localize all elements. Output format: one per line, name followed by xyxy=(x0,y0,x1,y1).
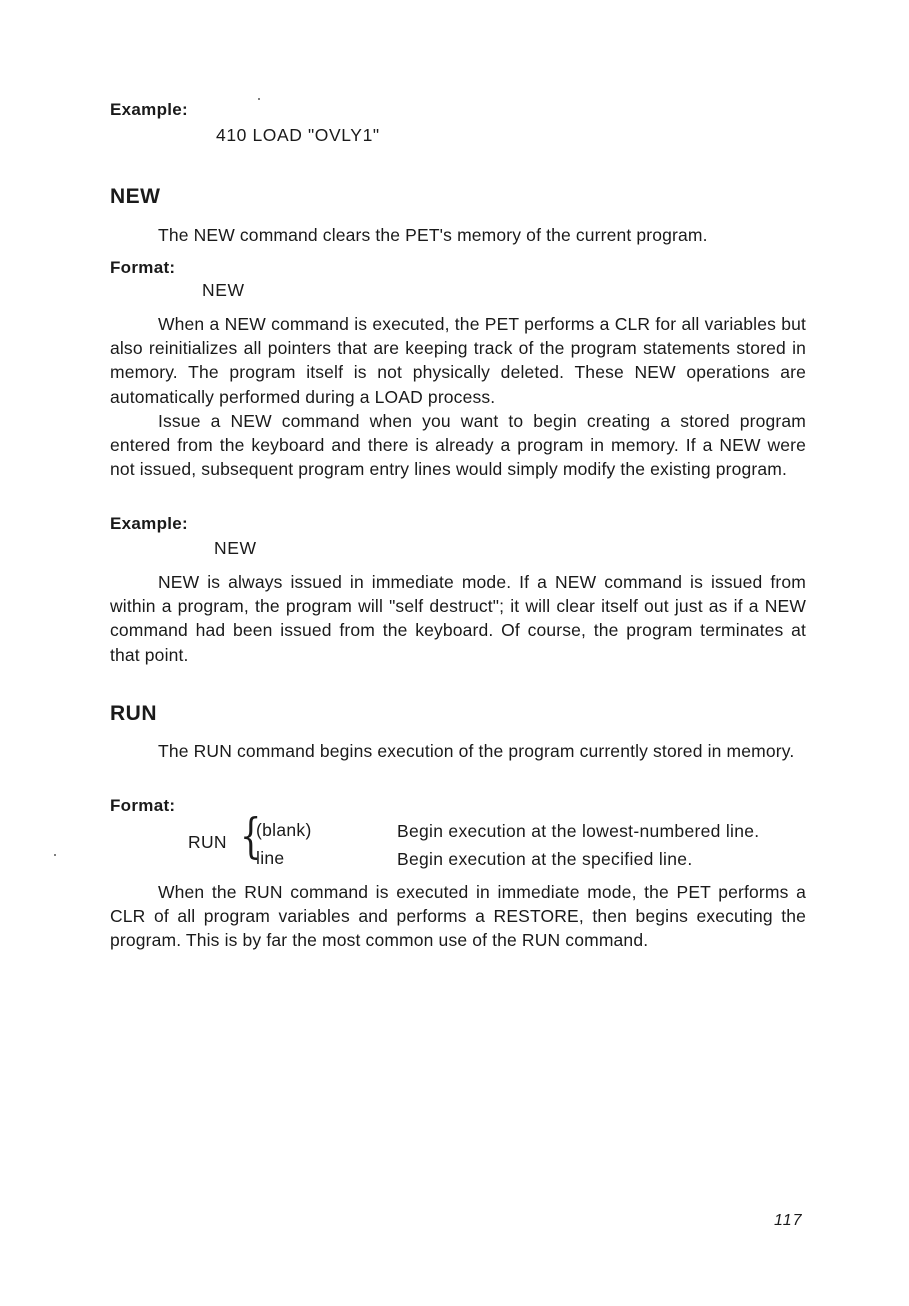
new-para3-text: NEW is always issued in immediate mode. If a NEW command is issued from within a program, the program will "self destruct"; it will clear itself out just as if a NEW command had been issued from the keyboard. Of course, the program terminates at that point. xyxy=(110,572,806,665)
run-option-arg-2: line xyxy=(256,848,285,868)
new-para2-text: Issue a NEW command when you want to begin creating a stored program entered from the keyboard and there is already a program in memory. If a NEW were not issued, subsequent program entry lines would simply modify the existing program. xyxy=(110,411,806,480)
new-para1-text: When a NEW command is executed, the PET performs a CLR for all variables but also reinitializes all pointers that are keeping track of the program statements stored in memory. The program itself is not physically deleted. These NEW operations are automatically performed during a LOAD process. xyxy=(110,314,806,407)
speck-mark xyxy=(258,98,260,100)
run-heading: RUN xyxy=(110,702,157,725)
run-intro-text: The RUN command begins execution of the program currently stored in memory. xyxy=(158,741,795,761)
document-page xyxy=(110,0,806,1306)
new-paragraph-3 xyxy=(110,570,806,667)
new-format-code: NEW xyxy=(202,280,245,300)
run-format-keyword: RUN xyxy=(188,832,227,852)
new-paragraph-2 xyxy=(110,409,806,482)
new-paragraph-1 xyxy=(110,312,806,409)
new-heading: NEW xyxy=(110,185,161,208)
run-format-label: Format: xyxy=(110,796,176,815)
load-example-label: Example: xyxy=(110,100,188,119)
curly-brace: { xyxy=(240,808,262,864)
page-number: 117 xyxy=(774,1212,803,1229)
speck-mark xyxy=(54,854,56,856)
run-option-arg-1: (blank) xyxy=(256,820,312,840)
run-option-desc-1: Begin execution at the lowest-numbered line. xyxy=(397,821,760,841)
run-para1-text: When the RUN command is executed in immediate mode, the PET performs a CLR of all program variables and performs a RESTORE, then begins executing the program. This is by far the most common use of the RUN command. xyxy=(110,882,806,951)
new-example-label: Example: xyxy=(110,514,188,533)
new-format-label: Format: xyxy=(110,258,176,277)
run-paragraph-1 xyxy=(110,880,806,953)
new-intro-text: The NEW command clears the PET's memory of the current program. xyxy=(158,225,708,245)
run-intro xyxy=(110,739,806,763)
run-option-desc-2: Begin execution at the specified line. xyxy=(397,849,693,869)
new-intro xyxy=(110,223,806,247)
new-example-code: NEW xyxy=(214,538,257,558)
load-example-code: 410 LOAD "OVLY1" xyxy=(216,125,380,145)
